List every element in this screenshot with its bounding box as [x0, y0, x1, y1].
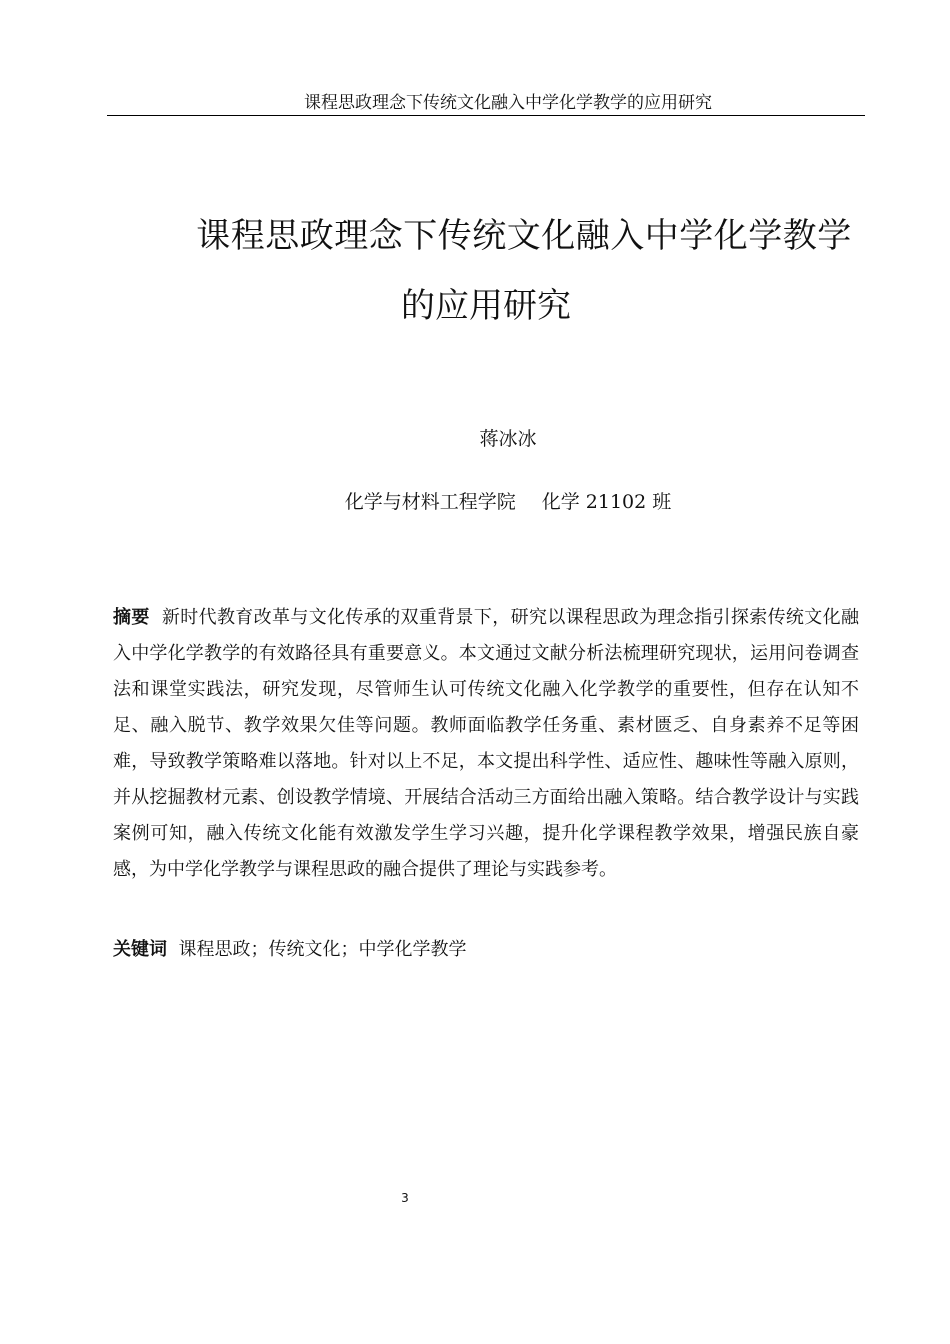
paper-title-line-2: 的应用研究: [401, 286, 571, 326]
affiliation-class: 化学 21102 班: [541, 491, 672, 513]
running-header-text: 课程思政理念下传统文化融入中学化学教学的应用研究: [304, 93, 712, 113]
author-name: 蒋冰冰: [479, 428, 537, 450]
keywords-label: 关键词: [113, 939, 167, 960]
keywords: [113, 932, 859, 968]
keywords-text: 课程思政；传统文化；中学化学教学: [178, 939, 467, 960]
abstract-label: 摘要: [113, 607, 150, 628]
affiliation-school: 化学与材料工程学院: [344, 491, 516, 513]
author-affiliation: [0, 487, 950, 517]
paper-title-line-1: 课程思政理念下传统文化融入中学化学教学: [196, 216, 852, 256]
paper-title: [107, 210, 865, 350]
abstract-text: 新时代教育改革与文化传承的双重背景下，研究以课程思政为理念指引探索传统文化融入中学化学教学的有效路径具有重要意义。本文通过文献分析法梳理研究现状，运用问卷调查法和课堂实践法，研究发现，尽管师生认可传统文化融入化学教学的重要性，但存在认知不足、融入脱节、教学效果欠佳等问题。教师面临教学任务重、素材匮乏、自身素养不足等困难，导致教学策略难以落地。针对以上不足，本文提出科学性、适应性、趣味性等融入原则，并从挖掘教材元素、创设教学情境、开展结合活动三方面给出融入策略。结合教学设计与实践案例可知，融入传统文化能有效激发学生学习兴趣，提升化学课程教学效果，增强民族自豪感，为中学化学教学与课程思政的融合提供了理论与实践参考。: [113, 607, 859, 880]
abstract: [113, 600, 859, 888]
running-header: [107, 92, 865, 116]
page-number: 3: [401, 1191, 409, 1205]
